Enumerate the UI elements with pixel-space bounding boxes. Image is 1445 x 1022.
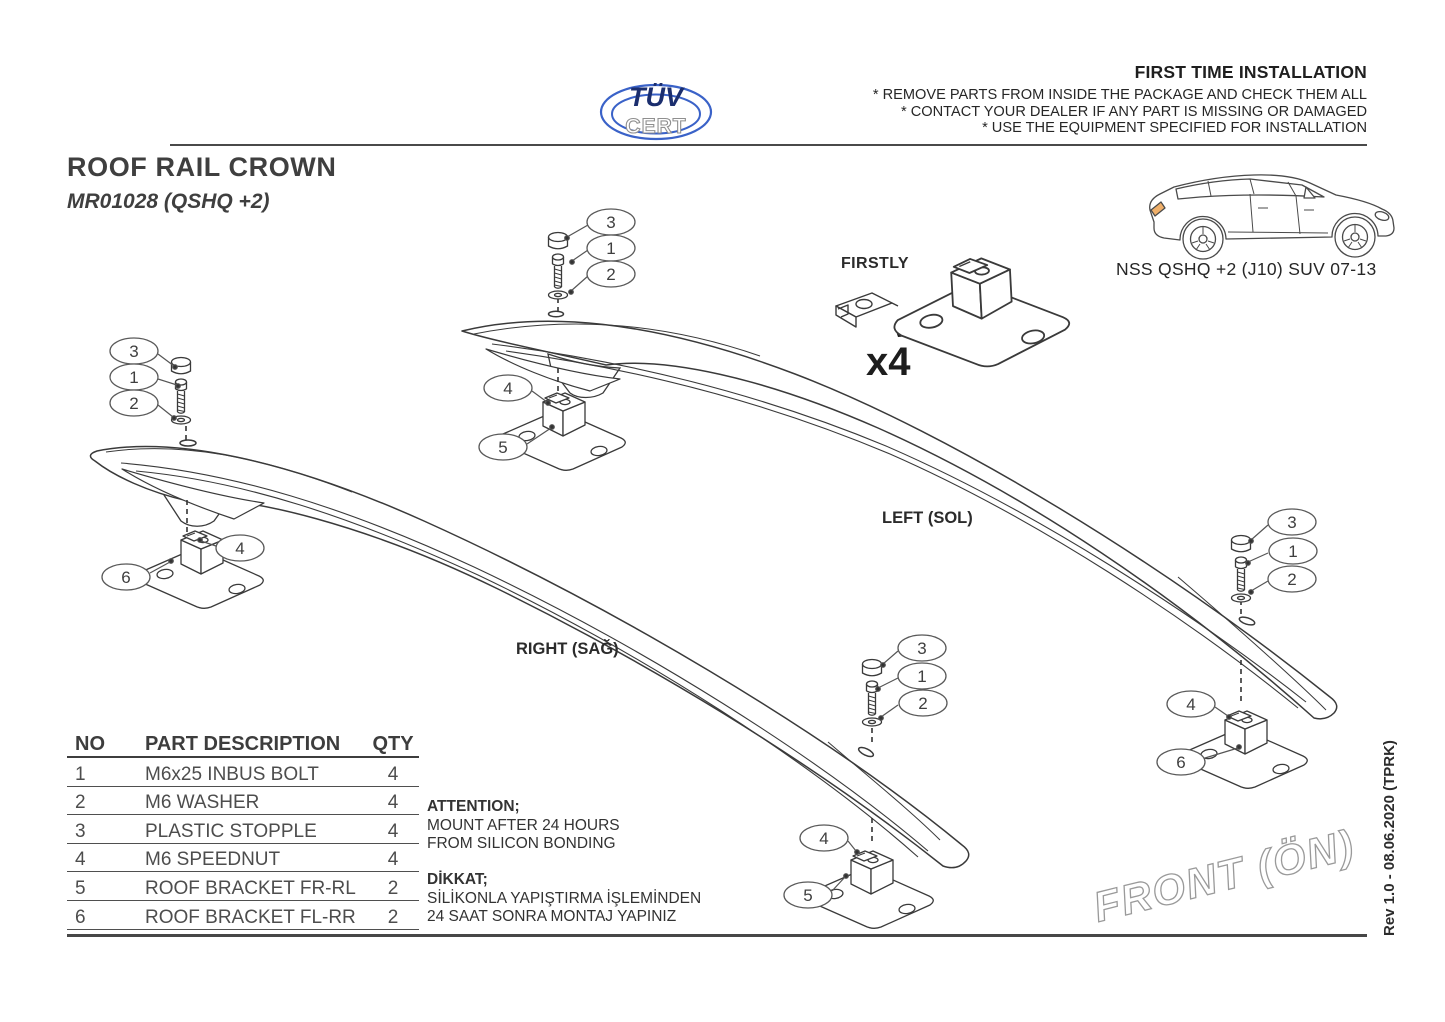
svg-text:3: 3	[917, 639, 927, 658]
header-no: NO	[75, 733, 105, 755]
tuv-cert-logo	[601, 82, 711, 139]
cell-qty: 2	[387, 877, 399, 899]
cell-description: PLASTIC STOPPLE	[145, 820, 317, 842]
table-row	[67, 901, 419, 930]
callout-4	[216, 535, 264, 561]
svg-text:2: 2	[129, 394, 139, 413]
cell-description: ROOF BRACKET FL-RR	[145, 906, 356, 928]
logo-tuv-text: TÜV	[629, 82, 683, 112]
speednut-clip	[836, 293, 898, 327]
svg-text:4: 4	[235, 539, 245, 558]
table-row	[67, 872, 419, 901]
front-direction-label: FRONT (ÖN)	[1088, 820, 1360, 931]
svg-text:2: 2	[918, 694, 928, 713]
cell-description: M6x25 INBUS BOLT	[145, 763, 319, 785]
callout-3	[1268, 509, 1316, 535]
note-line: * CONTACT YOUR DEALER IF ANY PART IS MISSING OR DAMAGED	[900, 103, 1367, 120]
vehicle-model-caption: NSS QSHQ +2 (J10) SUV 07-13	[1116, 259, 1377, 279]
product-title: ROOF RAIL CROWN	[67, 152, 337, 182]
svg-text:1: 1	[129, 368, 139, 387]
dikkat-line: SİLİKONLA YAPIŞTIRMA İŞLEMİNDEN	[427, 889, 702, 907]
roof-bracket-right	[1182, 711, 1307, 788]
svg-text:1: 1	[1288, 542, 1298, 561]
callout-5	[479, 434, 527, 460]
footer-divider	[67, 934, 1367, 937]
cell-no: 1	[75, 763, 86, 785]
note-line: * USE THE EQUIPMENT SPECIFIED FOR INSTALLATION	[982, 120, 1367, 137]
callout-6	[102, 564, 150, 590]
cell-no: 5	[75, 877, 86, 899]
rail-hole	[1238, 615, 1255, 626]
svg-text:4: 4	[503, 379, 513, 398]
callout-1	[1269, 538, 1317, 564]
dikkat-line: 24 SAAT SONRA MONTAJ YAPINIZ	[427, 908, 677, 925]
bolt-assembly-top	[549, 233, 568, 300]
svg-text:4: 4	[1186, 695, 1196, 714]
logo-cert-text: CERT	[625, 115, 687, 138]
cell-no: 2	[75, 792, 86, 814]
cell-qty: 4	[387, 763, 399, 785]
cell-qty: 4	[387, 820, 399, 842]
header-qty: QTY	[372, 733, 414, 755]
svg-text:5: 5	[803, 886, 813, 905]
callout-1	[110, 364, 158, 390]
front-wheel	[1335, 217, 1375, 257]
table-row	[67, 787, 419, 816]
firstly-bracket	[891, 254, 1071, 371]
svg-text:3: 3	[606, 213, 616, 232]
svg-text:1: 1	[606, 239, 616, 258]
cell-no: 6	[75, 906, 86, 928]
rear-wheel	[1183, 219, 1223, 259]
cell-description: M6 WASHER	[145, 792, 260, 814]
attention-title: ATTENTION;	[427, 798, 520, 815]
callout-2	[899, 690, 947, 716]
parts-table	[67, 730, 419, 930]
quantity-x4-label: x4	[866, 340, 911, 384]
header-description: PART DESCRIPTION	[145, 733, 341, 755]
callout-4	[800, 825, 848, 851]
cell-qty: 4	[387, 792, 399, 814]
callout-1	[898, 663, 946, 689]
cell-description: ROOF BRACKET FR-RL	[145, 877, 356, 899]
car-illustration	[1150, 175, 1394, 259]
dikkat-warning	[427, 871, 701, 927]
cell-qty: 4	[387, 849, 399, 871]
table-row	[67, 815, 419, 844]
callout-4	[484, 375, 532, 401]
svg-text:5: 5	[498, 438, 508, 457]
bolt-assembly-right	[1232, 536, 1251, 603]
callout-3	[587, 209, 635, 235]
attention-line: MOUNT AFTER 24 HOURS	[427, 816, 620, 834]
rail-hole	[549, 311, 564, 317]
table-row	[67, 844, 419, 873]
attention-warning	[427, 798, 620, 854]
firstly-label: FIRSTLY	[841, 255, 909, 272]
left-rail-label: LEFT (SOL)	[882, 509, 973, 527]
callout-2	[110, 390, 158, 416]
callout-2	[1268, 566, 1316, 592]
bolt-assembly-middle	[863, 660, 882, 727]
svg-text:2: 2	[1287, 570, 1297, 589]
rail-hole	[857, 746, 874, 759]
attention-line: FROM SILICON BONDING	[427, 835, 616, 852]
cell-description: M6 SPEEDNUT	[145, 849, 281, 871]
svg-text:6: 6	[1176, 753, 1186, 772]
cell-no: 3	[75, 820, 86, 842]
callout-3	[898, 635, 946, 661]
revision-label: Rev 1.0 - 08.06.2020 (TPRK)	[1381, 740, 1398, 936]
svg-text:1: 1	[917, 667, 927, 686]
first-time-installation-title: FIRST TIME INSTALLATION	[1134, 62, 1367, 82]
svg-text:6: 6	[121, 568, 131, 587]
callout-6	[1157, 749, 1205, 775]
installation-notes	[873, 87, 1367, 137]
note-line: * REMOVE PARTS FROM INSIDE THE PACKAGE AND CHECK THEM ALL	[872, 87, 1367, 103]
table-row	[67, 758, 419, 787]
header-divider	[170, 144, 1367, 146]
dikkat-title: DİKKAT;	[427, 871, 488, 888]
roof-bracket-front	[500, 393, 625, 470]
parts-table-header	[67, 730, 419, 758]
cell-no: 4	[75, 849, 86, 871]
callout-5	[784, 882, 832, 908]
svg-text:4: 4	[819, 829, 829, 848]
svg-text:3: 3	[1287, 513, 1297, 532]
cell-qty: 2	[387, 906, 399, 928]
svg-text:2: 2	[606, 265, 616, 284]
product-code: MR01028 (QSHQ +2)	[67, 190, 270, 213]
right-rail-label: RIGHT (SAĞ)	[516, 640, 619, 658]
callout-3	[110, 338, 158, 364]
svg-text:3: 3	[129, 342, 139, 361]
callout-2	[587, 261, 635, 287]
callout-4	[1167, 691, 1215, 717]
rail-hole	[180, 440, 196, 446]
callout-1	[587, 235, 635, 261]
